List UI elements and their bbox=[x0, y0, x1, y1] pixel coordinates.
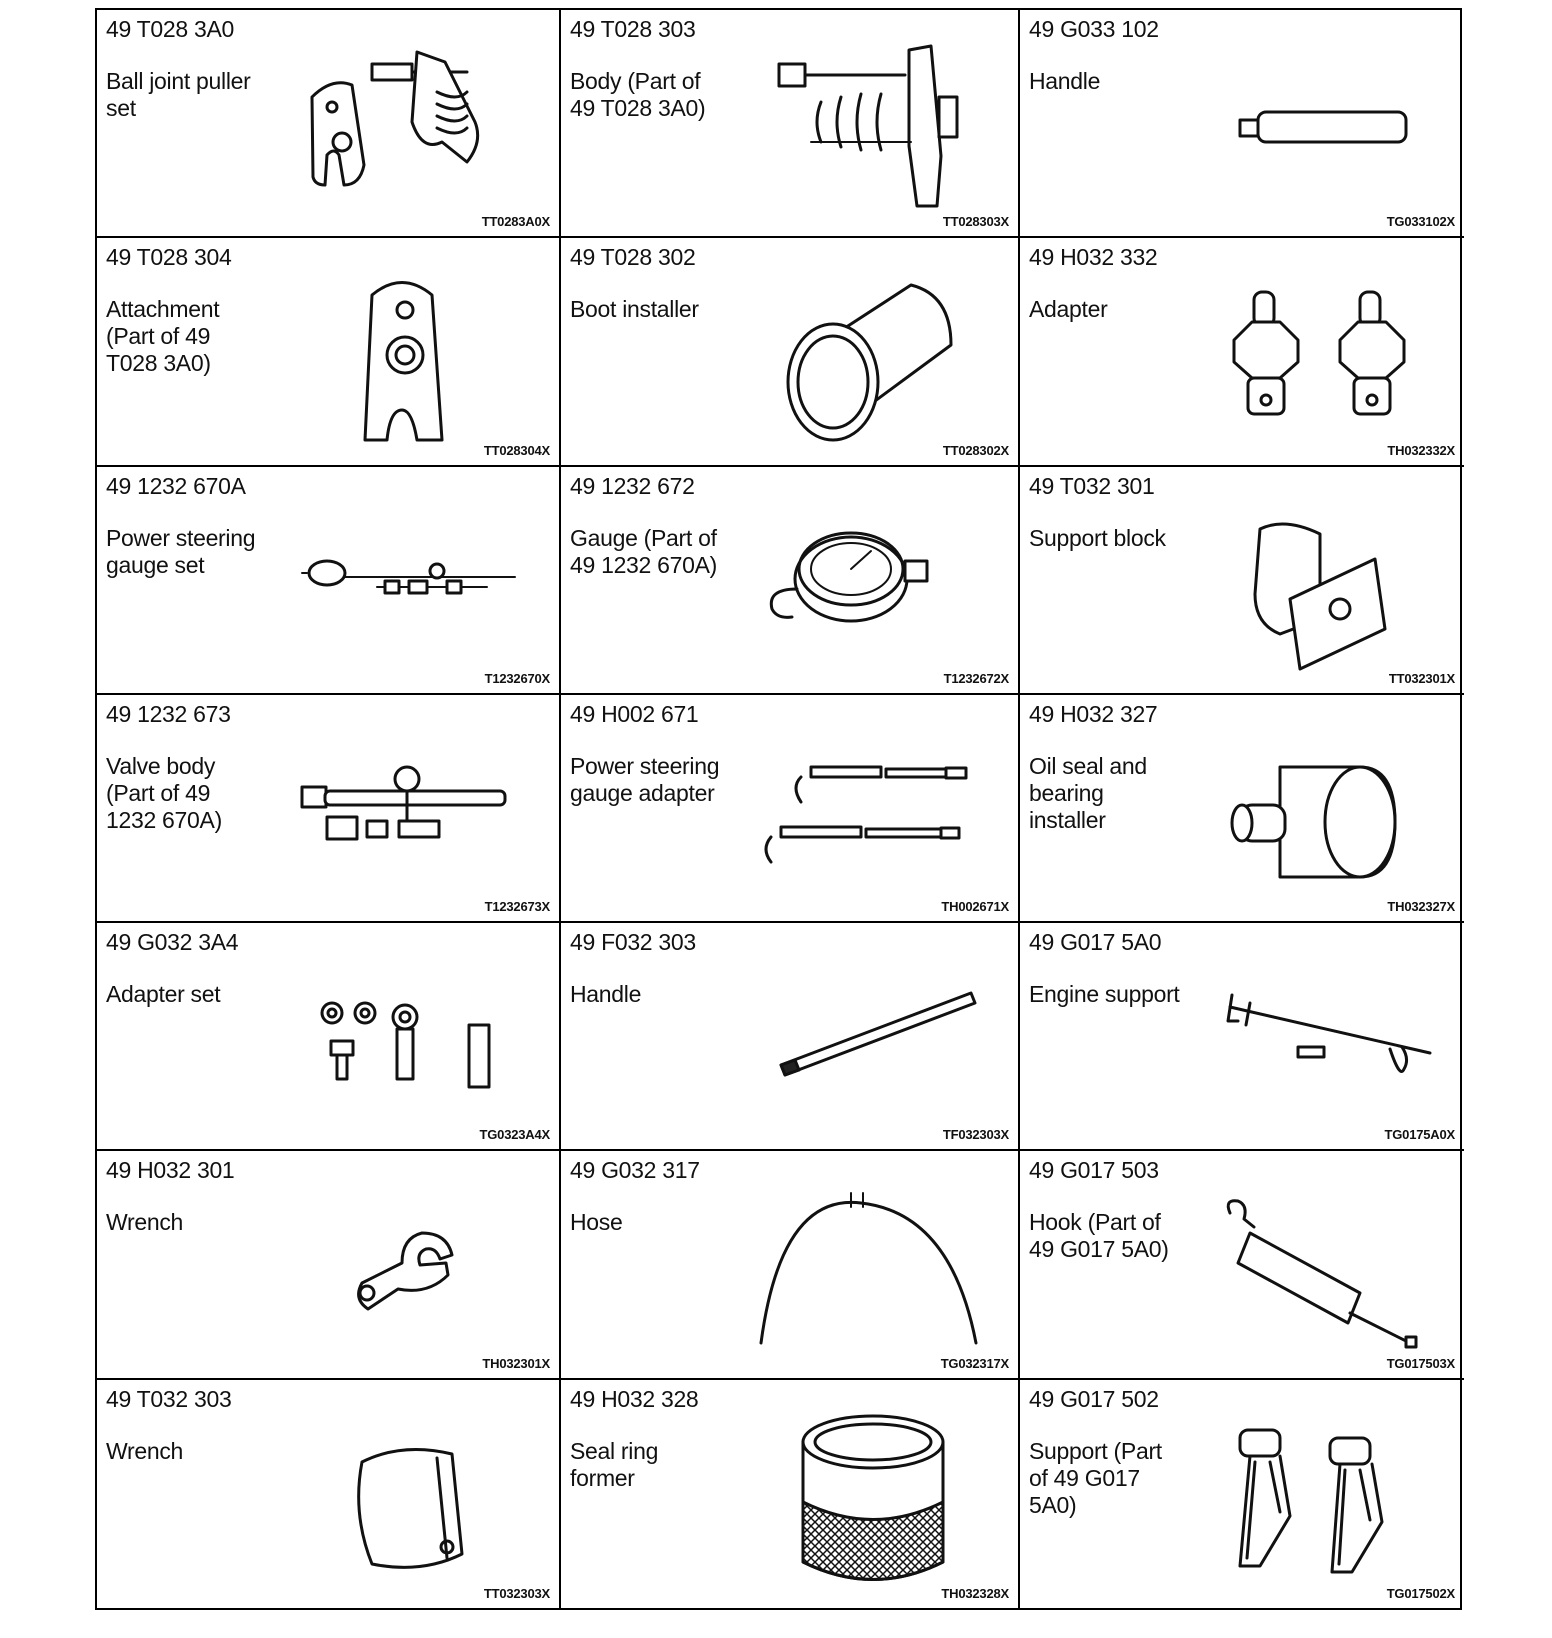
figure-code: TG017503X bbox=[1386, 1355, 1455, 1371]
seal-installer-icon bbox=[1210, 717, 1460, 897]
tool-name: Power steering gauge set bbox=[106, 524, 256, 578]
part-number: 49 T032 301 bbox=[1029, 472, 1155, 499]
tool-name: Body (Part of 49 T028 3A0) bbox=[570, 68, 706, 121]
figure-code: T1232673X bbox=[484, 899, 550, 915]
figure-code: TT028302X bbox=[942, 442, 1009, 458]
part-number: 49 H032 327 bbox=[1029, 700, 1158, 727]
short-handle-icon bbox=[1210, 32, 1460, 212]
figure-code: TH032332X bbox=[1387, 442, 1455, 458]
tool-name: Power steering gauge adapter bbox=[570, 752, 720, 806]
tool-cell bbox=[1020, 695, 1464, 923]
tool-name: Adapter bbox=[1029, 296, 1108, 323]
part-number: 49 G017 502 bbox=[1029, 1385, 1159, 1412]
tool-cell bbox=[561, 1380, 1020, 1608]
hex-adapter-icon bbox=[1210, 260, 1460, 440]
gauge-adapter-hoses-icon bbox=[751, 717, 1001, 897]
boot-installer-icon bbox=[751, 260, 1001, 440]
part-number: 49 T028 3A0 bbox=[106, 16, 234, 42]
figure-code: TH002671X bbox=[941, 899, 1009, 915]
part-number: 49 G017 5A0 bbox=[1029, 929, 1162, 956]
tool-cell bbox=[1020, 1380, 1464, 1608]
figure-code: TG017502X bbox=[1386, 1586, 1455, 1601]
gauge-set-icon bbox=[287, 489, 537, 669]
figure-code: TT032301X bbox=[1388, 670, 1455, 686]
part-number: 49 F032 303 bbox=[570, 929, 696, 956]
figure-code: TF032303X bbox=[942, 1127, 1009, 1143]
tool-name: Wrench bbox=[106, 1209, 184, 1236]
figure-code: TH032328X bbox=[941, 1586, 1009, 1601]
attachment-icon bbox=[287, 260, 537, 440]
puller-body-icon bbox=[751, 32, 1001, 212]
hose-icon bbox=[751, 1173, 1001, 1353]
tool-name: Oil seal and bearing installer bbox=[1029, 752, 1147, 833]
tool-cell bbox=[97, 1151, 561, 1379]
figure-code: T1232672X bbox=[943, 670, 1009, 686]
part-number: 49 H032 301 bbox=[106, 1157, 235, 1184]
tool-name: Support block bbox=[1029, 524, 1166, 551]
tool-cell bbox=[97, 10, 561, 238]
special-tools-table bbox=[95, 8, 1462, 1610]
tool-cell bbox=[561, 467, 1020, 695]
tool-name: Boot installer bbox=[570, 296, 699, 323]
adapter-set-icon bbox=[287, 945, 537, 1125]
tool-cell bbox=[1020, 1151, 1464, 1379]
tool-name: Attachment (Part of 49 T028 3A0) bbox=[106, 296, 220, 377]
tool-name: Support (Part of 49 G017 5A0) bbox=[1029, 1437, 1162, 1518]
part-number: 49 H032 328 bbox=[570, 1385, 699, 1412]
tool-name: Adapter set bbox=[106, 981, 221, 1008]
tool-cell bbox=[1020, 923, 1464, 1151]
figure-code: TT0283A0X bbox=[481, 214, 550, 230]
support-legs-icon bbox=[1210, 1402, 1460, 1582]
tool-cell bbox=[97, 1380, 561, 1608]
tool-name: Handle bbox=[1029, 68, 1101, 94]
tool-name: Ball joint puller set bbox=[106, 68, 251, 121]
part-number: 49 G032 3A4 bbox=[106, 929, 239, 956]
open-wrench-icon bbox=[287, 1173, 537, 1353]
part-number: 49 1232 670A bbox=[106, 472, 246, 499]
figure-code: TG0323A4X bbox=[479, 1127, 550, 1143]
tool-name: Handle bbox=[570, 981, 642, 1008]
part-number: 49 H002 671 bbox=[570, 700, 699, 727]
part-number: 49 G033 102 bbox=[1029, 16, 1159, 42]
part-number: 49 T028 304 bbox=[106, 244, 232, 271]
part-number: 49 T028 302 bbox=[570, 244, 696, 271]
tool-cell bbox=[1020, 238, 1464, 466]
tool-cell bbox=[561, 1151, 1020, 1379]
tool-name: Valve body (Part of 49 1232 670A) bbox=[106, 752, 222, 833]
valve-body-icon bbox=[287, 717, 537, 897]
part-number: 49 H032 332 bbox=[1029, 244, 1158, 271]
tool-name: Engine support bbox=[1029, 981, 1180, 1008]
tool-name: Hose bbox=[570, 1209, 623, 1236]
figure-code: TT028303X bbox=[942, 214, 1009, 230]
tool-cell bbox=[97, 695, 561, 923]
tool-name: Hook (Part of 49 G017 5A0) bbox=[1029, 1209, 1169, 1263]
pressure-gauge-icon bbox=[751, 489, 1001, 669]
tool-cell bbox=[561, 10, 1020, 238]
tool-cell bbox=[1020, 467, 1464, 695]
part-number: 49 T028 303 bbox=[570, 16, 696, 42]
figure-code: TT028304X bbox=[483, 442, 550, 458]
tool-cell bbox=[561, 923, 1020, 1151]
figure-code: TH032327X bbox=[1387, 899, 1455, 915]
part-number: 49 1232 673 bbox=[106, 700, 231, 727]
ball-joint-puller-icon bbox=[287, 32, 537, 212]
tool-name: Wrench bbox=[106, 1437, 184, 1464]
part-number: 49 G032 317 bbox=[570, 1157, 700, 1184]
tool-name: Gauge (Part of 49 1232 670A) bbox=[570, 524, 718, 578]
socket-wrench-icon bbox=[287, 1402, 537, 1582]
figure-code: TG032317X bbox=[940, 1355, 1009, 1371]
tool-cell bbox=[561, 238, 1020, 466]
part-number: 49 G017 503 bbox=[1029, 1157, 1159, 1184]
part-number: 49 T032 303 bbox=[106, 1385, 232, 1412]
part-number: 49 1232 672 bbox=[570, 472, 695, 499]
figure-code: TG033102X bbox=[1386, 214, 1455, 230]
figure-code: TH032301X bbox=[482, 1355, 550, 1371]
figure-code: T1232670X bbox=[484, 670, 550, 686]
tool-cell bbox=[97, 923, 561, 1151]
seal-ring-former-icon bbox=[751, 1402, 1001, 1582]
tool-cell bbox=[561, 695, 1020, 923]
support-block-icon bbox=[1210, 489, 1460, 669]
figure-code: TG0175A0X bbox=[1384, 1127, 1455, 1143]
engine-support-icon bbox=[1210, 945, 1460, 1125]
tool-name: Seal ring former bbox=[570, 1437, 659, 1491]
long-handle-icon bbox=[751, 945, 1001, 1125]
hook-icon bbox=[1210, 1173, 1460, 1353]
figure-code: TT032303X bbox=[483, 1586, 550, 1601]
tool-cell bbox=[1020, 10, 1464, 238]
tool-cell bbox=[97, 238, 561, 466]
tool-cell bbox=[97, 467, 561, 695]
